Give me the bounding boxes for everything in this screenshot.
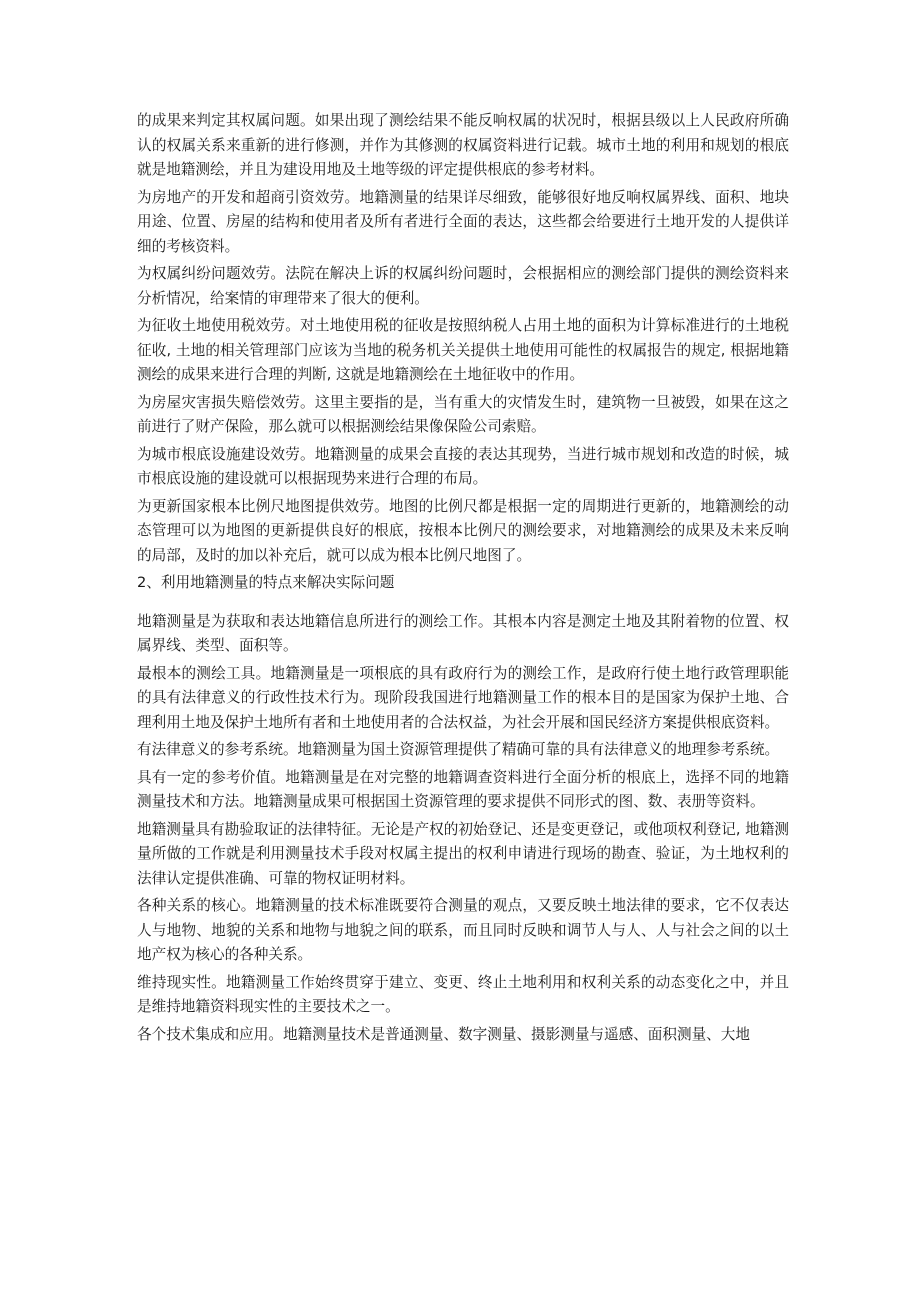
document-page: [137, 109, 789, 1050]
paragraph-map-update-service: 为更新国家根本比例尺地图提供效劳。地图的比例尺都是根据一定的周期进行更新的，地籍测绘的动态管理可以为地图的更新提供良好的根底，按根本比例尺的测绘要求，对地籍测绘的成果及未来反响的局部，及时的加以补充后，就可以成为根本比例尺地图了。: [137, 497, 789, 564]
paragraph-real-estate-service: 为房地产的开发和超商引资效劳。地籍测量的结果详尽细致，能够很好地反响权属界线、面积、地块用途、位置、房屋的结构和使用者及所有者进行全面的表达，这些都会给要进行土地开发的人提供详细的考核资料。: [137, 188, 789, 255]
paragraph-basic-tool: 最根本的测绘工具。地籍测量是一项根底的具有政府行为的测绘工作，是政府行使土地行政管理职能的具有法律意义的行政性技术行为。现阶段我国进行地籍测量工作的根本目的是国家为保护土地、合理利用土地及保护土地所有者和土地使用者的合法权益，为社会开展和国民经济方案提供根底资料。: [137, 664, 789, 731]
paragraph-legal-evidence: 地籍测量具有勘验取证的法律特征。无论是产权的初始登记、还是变更登记，或他项权利登记, 地籍测量所做的工作就是利用测量技术手段对权属主提出的权利申请进行现场的勘查、验证，为土地权利的法律认定提供准确、可靠的物权证明材料。: [137, 820, 789, 887]
paragraph-land-tax-service: 为征收土地使用税效劳。对土地使用税的征收是按照纳税人占用土地的面积为计算标准进行的土地税征收, 土地的相关管理部门应该为当地的税务机关关提供土地使用可能性的权属报告的规定, 根据地籍测绘的成果来进行合理的判断, 这就是地籍测绘在土地征收中的作用。: [137, 317, 789, 383]
paragraph-technology-integration: 各个技术集成和应用。地籍测量技术是普通测量、数字测量、摄影测量与遥感、面积测量、大地: [137, 1025, 750, 1043]
paragraph-ownership-judgement: 的成果来判定其权属问题。如果出现了测绘结果不能反响权属的状况时，根据县级以上人民政府所确认的权属关系来重新的进行修测，并作为其修测的权属资料进行记载。城市土地的利用和规划的根底就是地籍测绘，并且为建设用地及土地等级的评定提供根底的参考材料。: [137, 112, 789, 178]
paragraph-cadastral-definition: 地籍测量是为获取和表达地籍信息所进行的测绘工作。其根本内容是测定土地及其附着物的位置、权属界线、类型、面积等。: [137, 612, 789, 654]
paragraph-reference-value: 具有一定的参考价值。地籍测量是在对完整的地籍调查资料进行全面分析的根底上，选择不同的地籍测量技术和方法。地籍测量成果可根据国土资源管理的要求提供不同形式的图、数、表册等资料。: [137, 768, 789, 810]
paragraph-infrastructure-service: 为城市根底设施建设效劳。地籍测量的成果会直接的表达其现势，当进行城市规划和改造的时候，城市根底设施的建设就可以根据现势来进行合理的布局。: [137, 445, 789, 487]
paragraph-dispute-service: 为权属纠纷问题效劳。法院在解决上诉的权属纠纷问题时，会根据相应的测绘部门提供的测绘资料来分析情况，给案情的审理带来了很大的便利。: [137, 265, 789, 307]
paragraph-maintain-currency: 维持现实性。地籍测量工作始终贯穿于建立、变更、终止土地利用和权利关系的动态变化之中，并且是维持地籍资料现实性的主要技术之一。: [137, 973, 789, 1015]
section-heading: 2、利用地籍测量的特点来解决实际问题: [137, 574, 395, 591]
paragraph-relations-core: 各种关系的核心。地籍测量的技术标准既要符合测量的观点，又要反映土地法律的要求，它不仅表达人与地物、地貌的关系和地物与地貌之间的联系，而且同时反映和调节人与人、人与社会之间的以土地产权为核心的各种关系。: [137, 897, 789, 963]
paragraph-legal-reference: 有法律意义的参考系统。地籍测量为国土资源管理提供了精确可靠的具有法律意义的地理参考系统。: [137, 741, 780, 758]
paragraph-disaster-compensation: 为房屋灾害损失赔偿效劳。这里主要指的是，当有重大的灾情发生时，建筑物一旦被毁，如果在这之前进行了财产保险，那么就可以根据测绘结果像保险公司索赔。: [137, 393, 789, 435]
